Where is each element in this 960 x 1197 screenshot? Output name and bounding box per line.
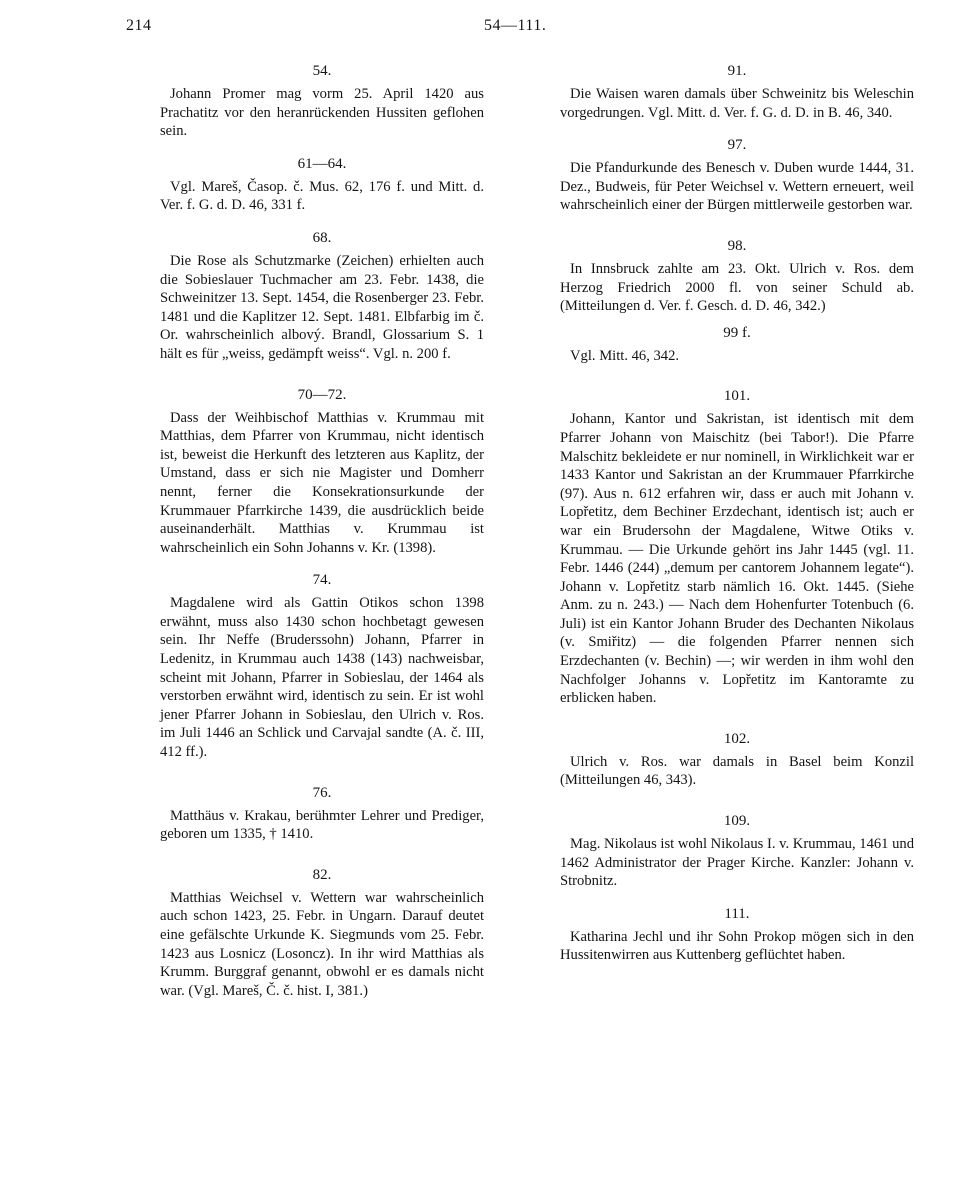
note-101 — [560, 387, 914, 708]
note-text: Katharina Jechl und ihr Sohn Prokop mögen sich in den Hussitenwirren aus Kuttenberg geflüchtet haben. — [560, 928, 914, 964]
note-74 — [160, 571, 484, 761]
note-text: Vgl. Mareš, Časop. č. Mus. 62, 176 f. und Mitt. d. Ver. f. G. d. D. 46, 331 f. — [160, 178, 484, 214]
note-text: Die Waisen waren damals über Schweinitz bis Weleschin vorgedrungen. Vgl. Mitt. d. Ver. f. G. d. D. in B. 46, 340. — [560, 86, 914, 121]
note-heading: 54. — [312, 63, 332, 79]
note-text: Ulrich v. Ros. war damals in Basel beim Konzil (Mitteilungen 46, 343). — [560, 753, 914, 789]
note-heading: 91. — [727, 63, 747, 79]
note-heading: 101. — [723, 388, 751, 405]
note-70-72 — [160, 386, 484, 558]
note-102 — [560, 730, 914, 790]
note-97 — [560, 136, 914, 215]
note-text: Dass der Weihbischof Matthias v. Krummau mit Matthias, dem Pfarrer von Krummau, nicht identisch ist, beweist die Herkunft des letzteren aus Kaplitz, der Umstand, dass er sich nie Magister und Domherr nennt, ferner die Konsekrationsurkunde der Krummauer Pfarrkirche 1439, die ausdrücklich beide auseinanderhält. Matthias v. Krummau ist wahrscheinlich ein Sohn Johanns v. Kr. (1398). — [160, 409, 484, 556]
note-text: Die Rose als Schutzmarke (Zeichen) erhielten auch die Sobieslauer Tuchmacher am 23. Febr. 1438, die Schweinitzer 13. Sept. 1454, die Rosenberger 23. Febr. 1481 und die Kaplitzer 12. Sept. 1481. Elbfarbig im č. Or. wahrscheinlich albový. Brandl, Glossarium S. 1 hält es für „weiss, gedämpft weiss“. Vgl. n. 200 f. — [160, 252, 484, 362]
note-text: Johann, Kantor und Sakristan, ist identisch mit dem Pfarrer Johann von Maischitz (bei Tabor!). Die Pfarre Malschitz bekleidete er nur nominell, in Wirklichkeit war er 1433 Kantor und Sakristan an der Krummauer Pfarrkirche (97). Aus n. 612 erfahren wir, dass er auch mit Johann v. Lopřetitz, dem Bechiner Erzdechant, identisch ist; auch er war ein Brudersohn der Magdalene, Witwe Otiks v. Krummau. — Die Urkunde gehört ins Jahr 1445 (vgl. 11. Febr. 1446 (244) „demum per cantorem Johannem legate“). Johann v. Lopřetitz starb nämlich 16. Okt. 1445. (Siehe Anm. zu n. 243.) — Nach dem Hohenfurter Totenbuch (6. Juli) ist ein Kantor Johann Bruder des Dechanten Nikolaus (v. Smiřitz) — die folgenden Pfarrer nennen sich Erzdechanten (v. Bechin) —; wir werden in ihm wohl den Nachfolger Johanns v. Lopřetitz im Kantoramte zu erblicken haben. — [560, 411, 914, 707]
note-text: Magdalene wird als Gattin Otikos schon 1398 erwähnt, muss also 1430 schon hochbetagt gewesen sein. Ihr Neffe (Bruderssohn) Johann, Pfarrer in Ledenitz, in Krummau auch 1438 (143) nachweisbar, scheint mit Johann, Pfarrer in Sobieslau, der 1464 als verstorben erwähnt wird, identisch zu sein. Er ist wohl jener Pfarrer Johann in Sobieslau, den Ulrich v. Ros. im Juli 1446 an Schlick und Carvajal sandte (A. č. III, 412 ff.). — [160, 595, 484, 761]
note-heading: 97. — [727, 137, 747, 154]
note-heading: 70—72. — [297, 386, 347, 403]
note-heading: 111. — [724, 905, 750, 922]
page-number: 214 — [126, 17, 152, 34]
note-111 — [560, 905, 914, 965]
page-header — [0, 17, 960, 41]
note-109 — [560, 812, 914, 891]
note-61-64 — [160, 155, 484, 215]
note-heading: 76. — [312, 784, 332, 801]
note-heading: 109. — [723, 813, 751, 830]
note-heading: 61—64. — [297, 155, 347, 172]
note-text: Mag. Nikolaus ist wohl Nikolaus I. v. Krummau, 1461 und 1462 Administrator der Prager Kirche. Kanzler: Johann v. Strobnitz. — [560, 836, 915, 890]
note-heading: 74. — [312, 572, 332, 589]
note-text: In Innsbruck zahlte am 23. Okt. Ulrich v. Ros. dem Herzog Friedrich 2000 fl. von seiner Schuld ab. (Mitteilungen d. Ver. f. Gesch. d. D. 46, 342.) — [560, 260, 914, 315]
note-text: Die Pfandurkunde des Benesch v. Duben wurde 1444, 31. Dez., Budweis, für Peter Weichsel v. Wettern erneuert, weil wahrscheinlich einer der Bürgen mittlerweile gestorben war. — [560, 160, 914, 214]
note-heading: 99 f. — [723, 324, 751, 341]
note-54 — [160, 62, 484, 141]
note-68 — [160, 229, 484, 364]
left-column — [160, 62, 484, 1000]
note-99f — [560, 324, 914, 366]
note-text: Matthäus v. Krakau, berühmter Lehrer und Prediger, geboren um 1335, † 1410. — [160, 807, 484, 843]
note-98 — [560, 237, 914, 316]
note-91 — [560, 62, 914, 122]
note-text: Johann Promer mag vorm 25. April 1420 aus Prachatitz vor den heranrückenden Hussiten geflohen sein. — [160, 86, 484, 140]
note-82 — [160, 866, 484, 1001]
note-text: Matthias Weichsel v. Wettern war wahrscheinlich auch schon 1423, 25. Febr. in Ungarn. Darauf deutet eine gefälschte Urkunde K. Siegmunds vom 25. Febr. 1423 aus Losnicz (Losoncz). In ihr wird Matthias als Krumm. Burggraf genannt, obwohl er es damals nicht war. (Vgl. Mareš, Č. č. hist. I, 381.) — [160, 889, 484, 999]
running-head: 54—111. — [484, 17, 547, 34]
note-heading: 68. — [312, 229, 332, 246]
note-heading: 98. — [727, 237, 747, 254]
note-heading: 82. — [312, 866, 332, 883]
note-heading: 102. — [723, 730, 751, 747]
note-76 — [160, 784, 484, 844]
right-column — [560, 62, 914, 965]
note-text: Vgl. Mitt. 46, 342. — [570, 347, 680, 364]
